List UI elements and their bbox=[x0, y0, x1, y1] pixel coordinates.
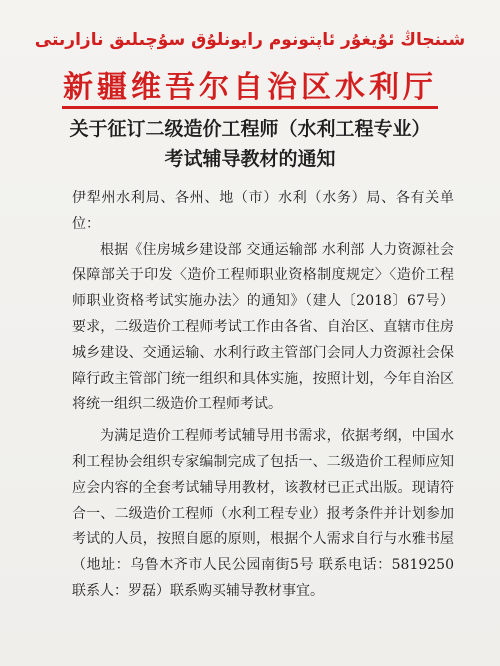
document-title-line-1: 关于征订二级造价工程师（水利工程专业） bbox=[69, 118, 431, 140]
letterhead-uyghur: شىنجاڭ ئۇيغۇر ئاپتونوم رايونلۇق سۇچىلىق نازارىتى bbox=[34, 30, 466, 50]
document-body bbox=[72, 186, 454, 605]
paragraph-1: 根据《住房城乡建设部 交通运输部 水利部 人力资源社会保障部关于印发〈造价工程师职业资格制度规定〉〈造价工程师职业资格考试实施办法〉的通知》（建人〔2018〕67号）要求，二级造价工程师考试工作由各省、自治区、直辖市住房城乡建设、交通运输、水利行政主管部门会同人力资源社会保障行政主管部门统一组织和具体实施，按照计划，今年自治区将统一组织二级造价工程师考试。 bbox=[72, 241, 454, 413]
letterhead-divider bbox=[62, 106, 438, 109]
document-title-line-2: 考试辅导教材的通知 bbox=[164, 148, 336, 170]
paragraph-2: 为满足造价工程师考试辅导用书需求，依据考纲，中国水利工程协会组织专家编制完成了包括一、二级造价工程师应知应会内容的全套考试辅导用教材，该教材已正式出版。现请符合一、二级造价工程师（水利工程专业）报考条件并计划参加考试的人员，按照自愿的原则，根据个人需求自行与水雅书屋（地址：乌鲁木齐市人民公园南街5号 联系电话：5819250 联系人：罗磊）联系购买辅导教材事宜。 bbox=[72, 428, 454, 599]
letterhead-title: 新疆维吾尔自治区水利厅 bbox=[63, 70, 437, 105]
addressee: 伊犁州水利局、各州、地（市）水利（水务）局、各有关单位： bbox=[72, 190, 454, 232]
document-title bbox=[40, 114, 460, 174]
